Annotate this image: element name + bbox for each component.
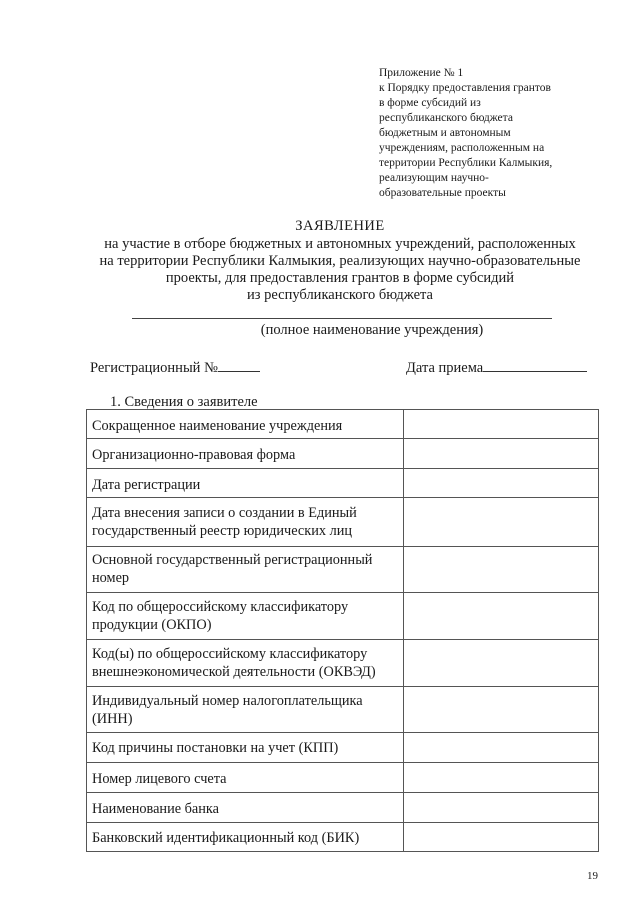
appendix-line: образовательные проекты [379, 187, 506, 199]
row-value-field[interactable] [403, 823, 598, 852]
institution-name-field[interactable] [132, 318, 552, 319]
title-line: из республиканского бюджета [247, 287, 433, 303]
table-row [87, 640, 599, 687]
institution-name-caption: (полное наименование учреждения) [260, 322, 484, 338]
appendix-note [379, 66, 619, 201]
title-line: на территории Республики Калмыкия, реализующих научно-образовательные [99, 253, 581, 269]
row-value-field[interactable] [403, 793, 598, 823]
table-row [87, 547, 599, 593]
appendix-line: бюджетным и автономным [379, 127, 511, 139]
reception-date-label: Дата приема [406, 360, 484, 376]
registration-number [90, 359, 260, 377]
row-label: Сокращенное наименование учреждения [87, 410, 404, 439]
reception-date [406, 359, 587, 377]
row-value-field[interactable] [403, 763, 598, 793]
table-row [87, 823, 599, 852]
row-label: Индивидуальный номер налогоплательщика (ИНН) [87, 687, 404, 733]
table-row [87, 498, 599, 547]
row-value-field[interactable] [403, 687, 598, 733]
row-value-field[interactable] [403, 547, 598, 593]
section-title: 1. Сведения о заявителе [110, 394, 258, 410]
table-row [87, 439, 599, 469]
row-label: Код(ы) по общероссийскому классификатору внешнеэкономической деятельности (ОКВЭД) [87, 640, 404, 687]
row-label: Банковский идентификационный код (БИК) [87, 823, 404, 852]
appendix-line: республиканского бюджета [379, 112, 513, 124]
reception-date-field[interactable] [483, 359, 587, 372]
row-label: Основной государственный регистрационный номер [87, 547, 404, 593]
appendix-line: Приложение № 1 [379, 67, 464, 79]
row-value-field[interactable] [403, 439, 598, 469]
table-row [87, 733, 599, 763]
table-row [87, 763, 599, 793]
row-value-field[interactable] [403, 733, 598, 763]
registration-number-label: Регистрационный № [90, 360, 218, 376]
row-value-field[interactable] [403, 593, 598, 640]
title-line: проекты, для предоставления грантов в форме субсидий [165, 270, 515, 286]
row-label: Код причины постановки на учет (КПП) [87, 733, 404, 763]
page-number: 19 [587, 870, 598, 882]
table-row [87, 687, 599, 733]
table-row [87, 593, 599, 640]
row-label: Номер лицевого счета [87, 763, 404, 793]
appendix-line: в форме субсидий из [379, 97, 481, 109]
applicant-info-table [86, 409, 599, 852]
document-title [60, 218, 620, 304]
row-label: Организационно-правовая форма [87, 439, 404, 469]
row-label: Код по общероссийскому классификатору продукции (ОКПО) [87, 593, 404, 640]
table-row [87, 793, 599, 823]
appendix-line: учреждениям, расположенным на [379, 142, 545, 154]
row-value-field[interactable] [403, 469, 598, 498]
appendix-line: к Порядку предоставления грантов [379, 82, 551, 94]
appendix-line: территории Республики Калмыкия, [379, 157, 553, 169]
appendix-line: реализующим научно- [379, 172, 489, 184]
title-heading: ЗАЯВЛЕНИЕ [295, 218, 385, 234]
table-row [87, 410, 599, 439]
registration-number-field[interactable] [218, 359, 260, 372]
row-value-field[interactable] [403, 410, 598, 439]
table-row [87, 469, 599, 498]
row-label: Дата регистрации [87, 469, 404, 498]
row-value-field[interactable] [403, 498, 598, 547]
row-value-field[interactable] [403, 640, 598, 687]
title-line: на участие в отборе бюджетных и автономных учреждений, расположенных [104, 236, 576, 252]
row-label: Наименование банка [87, 793, 404, 823]
row-label: Дата внесения записи о создании в Единый государственный реестр юридических лиц [87, 498, 404, 547]
